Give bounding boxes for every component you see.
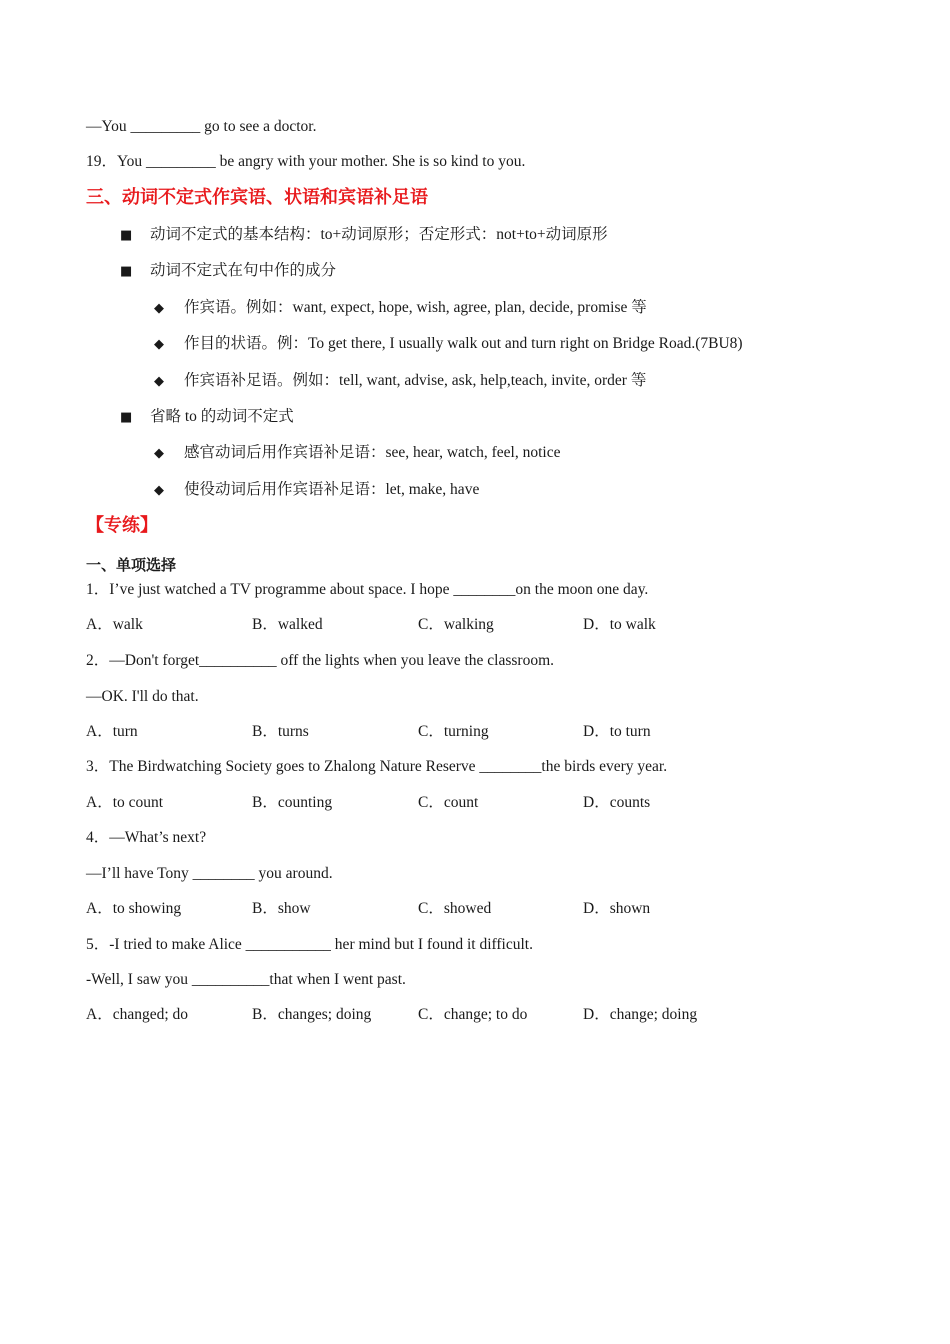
option-b[interactable]: B．show <box>252 900 311 917</box>
diamond-bullet-icon: ◆ <box>154 301 164 316</box>
bullet-bare-infinitive: ■ 省略 to 的动词不定式 <box>120 407 294 428</box>
square-bullet-icon: ■ <box>120 264 133 279</box>
option-c[interactable]: C．count <box>418 794 479 811</box>
question-19: 19．You _________ be angry with your mother. She is so kind to you. <box>86 153 526 170</box>
option-a[interactable]: A．changed; do <box>86 1006 189 1023</box>
option-d[interactable]: D．to turn <box>583 723 651 740</box>
option-b[interactable]: B．walked <box>252 616 323 633</box>
option-c[interactable]: C．turning <box>418 723 489 740</box>
option-d[interactable]: D．change; doing <box>583 1006 698 1023</box>
diamond-bullet-icon: ◆ <box>154 446 164 461</box>
subbullet-causative-verbs: ◆ 使役动词后用作宾语补足语：let, make, have <box>154 480 479 501</box>
option-c[interactable]: C．showed <box>418 900 492 917</box>
bullet-sentence-role: ■ 动词不定式在句中作的成分 <box>120 261 336 282</box>
option-a[interactable]: A．turn <box>86 723 138 740</box>
bullet-basic-structure: ■ 动词不定式的基本结构：to+动词原形；否定形式：not+to+动词原形 <box>120 225 608 246</box>
option-b[interactable]: B．changes; doing <box>252 1006 372 1023</box>
question-2-stem: 2．—Don't forget__________ off the lights when you leave the classroom. <box>86 652 555 669</box>
question-5-stem: 5．-I tried to make Alice ___________ her mind but I found it difficult. <box>86 936 533 953</box>
question-4-reply: —I’ll have Tony ________ you around. <box>86 865 333 882</box>
option-b[interactable]: B．counting <box>252 794 333 811</box>
question-3-stem: 3．The Birdwatching Society goes to Zhalong Nature Reserve ________the birds every year. <box>86 758 668 775</box>
option-a[interactable]: A．to count <box>86 794 164 811</box>
square-bullet-icon: ■ <box>120 228 133 243</box>
diamond-bullet-icon: ◆ <box>154 337 164 352</box>
question-2-reply: —OK. I'll do that. <box>86 688 199 705</box>
option-b[interactable]: B．turns <box>252 723 309 740</box>
question-1-stem: 1．I’ve just watched a TV programme about space. I hope ________on the moon one day. <box>86 581 649 598</box>
question-5-reply: -Well, I saw you __________that when I went past. <box>86 971 406 988</box>
section-3-title: 三、动词不定式作宾语、状语和宾语补足语 <box>86 187 428 208</box>
practice-title: 【专练】 <box>86 515 158 536</box>
option-c[interactable]: C．walking <box>418 616 494 633</box>
practice-subtitle: 一、单项选择 <box>86 556 177 574</box>
option-d[interactable]: D．shown <box>583 900 651 917</box>
prev-question-answer-line: —You _________ go to see a doctor. <box>86 118 317 135</box>
option-d[interactable]: D．to walk <box>583 616 656 633</box>
square-bullet-icon: ■ <box>120 410 133 425</box>
option-a[interactable]: A．walk <box>86 616 143 633</box>
diamond-bullet-icon: ◆ <box>154 483 164 498</box>
question-4-stem: 4．—What’s next? <box>86 829 207 846</box>
option-a[interactable]: A．to showing <box>86 900 182 917</box>
option-d[interactable]: D．counts <box>583 794 651 811</box>
diamond-bullet-icon: ◆ <box>154 374 164 389</box>
option-c[interactable]: C．change; to do <box>418 1006 528 1023</box>
subbullet-object-complement: ◆ 作宾语补足语。例如：tell, want, advise, ask, help,teach, invite, order 等 <box>154 371 646 392</box>
subbullet-object: ◆ 作宾语。例如：want, expect, hope, wish, agree, plan, decide, promise 等 <box>154 298 647 319</box>
subbullet-purpose-adverbial: ◆ 作目的状语。例：To get there, I usually walk out and turn right on Bridge Road.(7BU8) <box>154 334 743 355</box>
subbullet-perception-verbs: ◆ 感官动词后用作宾语补足语：see, hear, watch, feel, notice <box>154 443 560 464</box>
